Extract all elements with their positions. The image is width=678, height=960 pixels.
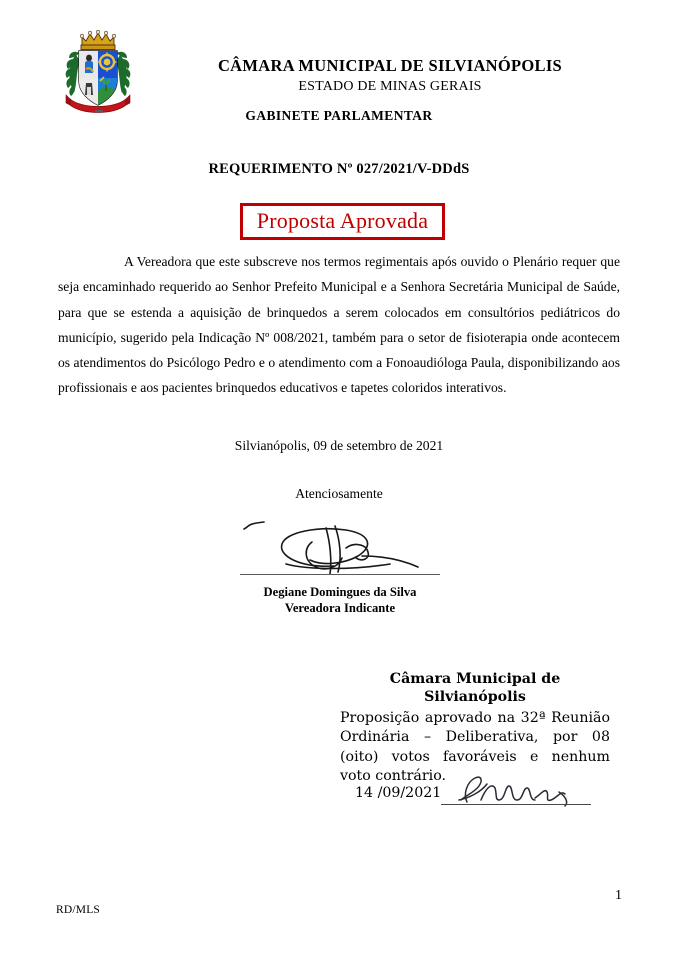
page-number: 1 — [615, 888, 622, 903]
document-header — [0, 22, 678, 122]
approval-stamp — [240, 203, 445, 240]
footer-reference-code: RD/MLS — [56, 904, 101, 916]
approval-date: 14 /09/2021 — [355, 785, 442, 801]
approval-signature-line — [441, 804, 591, 805]
header-title-group — [150, 56, 630, 97]
approval-date-signature-row — [355, 780, 625, 810]
approval-stamp-label: Proposta Aprovada — [256, 207, 429, 233]
place-and-date: Silvianópolis, 09 de setembro de 2021 — [234, 438, 444, 453]
institution-subtitle: ESTADO DE MINAS GERAIS — [298, 78, 482, 94]
handwritten-signature-icon — [234, 512, 446, 580]
signatory-name: Degiane Domingues da Silva — [263, 585, 417, 599]
signature-block — [240, 512, 440, 620]
document-number-heading: REQUERIMENTO Nº 027/2021/V-DDdS — [208, 161, 470, 177]
signature-line — [240, 574, 440, 575]
approval-handwritten-signature-icon — [447, 770, 587, 808]
approval-resolution-text: Proposição aprovado na 32ª Reunião Ordinária – Deliberativa, por 08 (oito) votos favoráveis e nenhum voto contrário. — [340, 709, 610, 785]
coat-of-arms-icon — [62, 25, 134, 117]
approval-institution-title: Câmara Municipal de Silvianópolis — [389, 671, 561, 706]
institution-title: CÂMARA MUNICIPAL DE SILVIANÓPOLIS — [217, 56, 563, 75]
signatory-role: Vereadora Indicante — [284, 601, 396, 615]
closing-salutation: Atenciosamente — [295, 486, 383, 501]
department-heading: GABINETE PARLAMENTAR — [245, 108, 433, 123]
document-body-paragraph: A Vereadora que este subscreve nos termos regimentais após ouvido o Plenário requer que seja encaminhado requerido ao Senhor Prefeito Municipal e a Senhora Secretária Municipal de Saúde, para que se estenda a aquisição de brinquedos a serem colocados em consultórios pediátricos do município, sugerido pela Indicação Nº 008/2021, também para o setor de fisioterapia onde acontecem os atendimentos do Psicólogo Pedro e o atendimento com a Fonoaudióloga Paula, disponibilizando aos profissionais e aos pacientes brinquedos educativos e tapetes coloridos interativos. — [58, 254, 620, 396]
